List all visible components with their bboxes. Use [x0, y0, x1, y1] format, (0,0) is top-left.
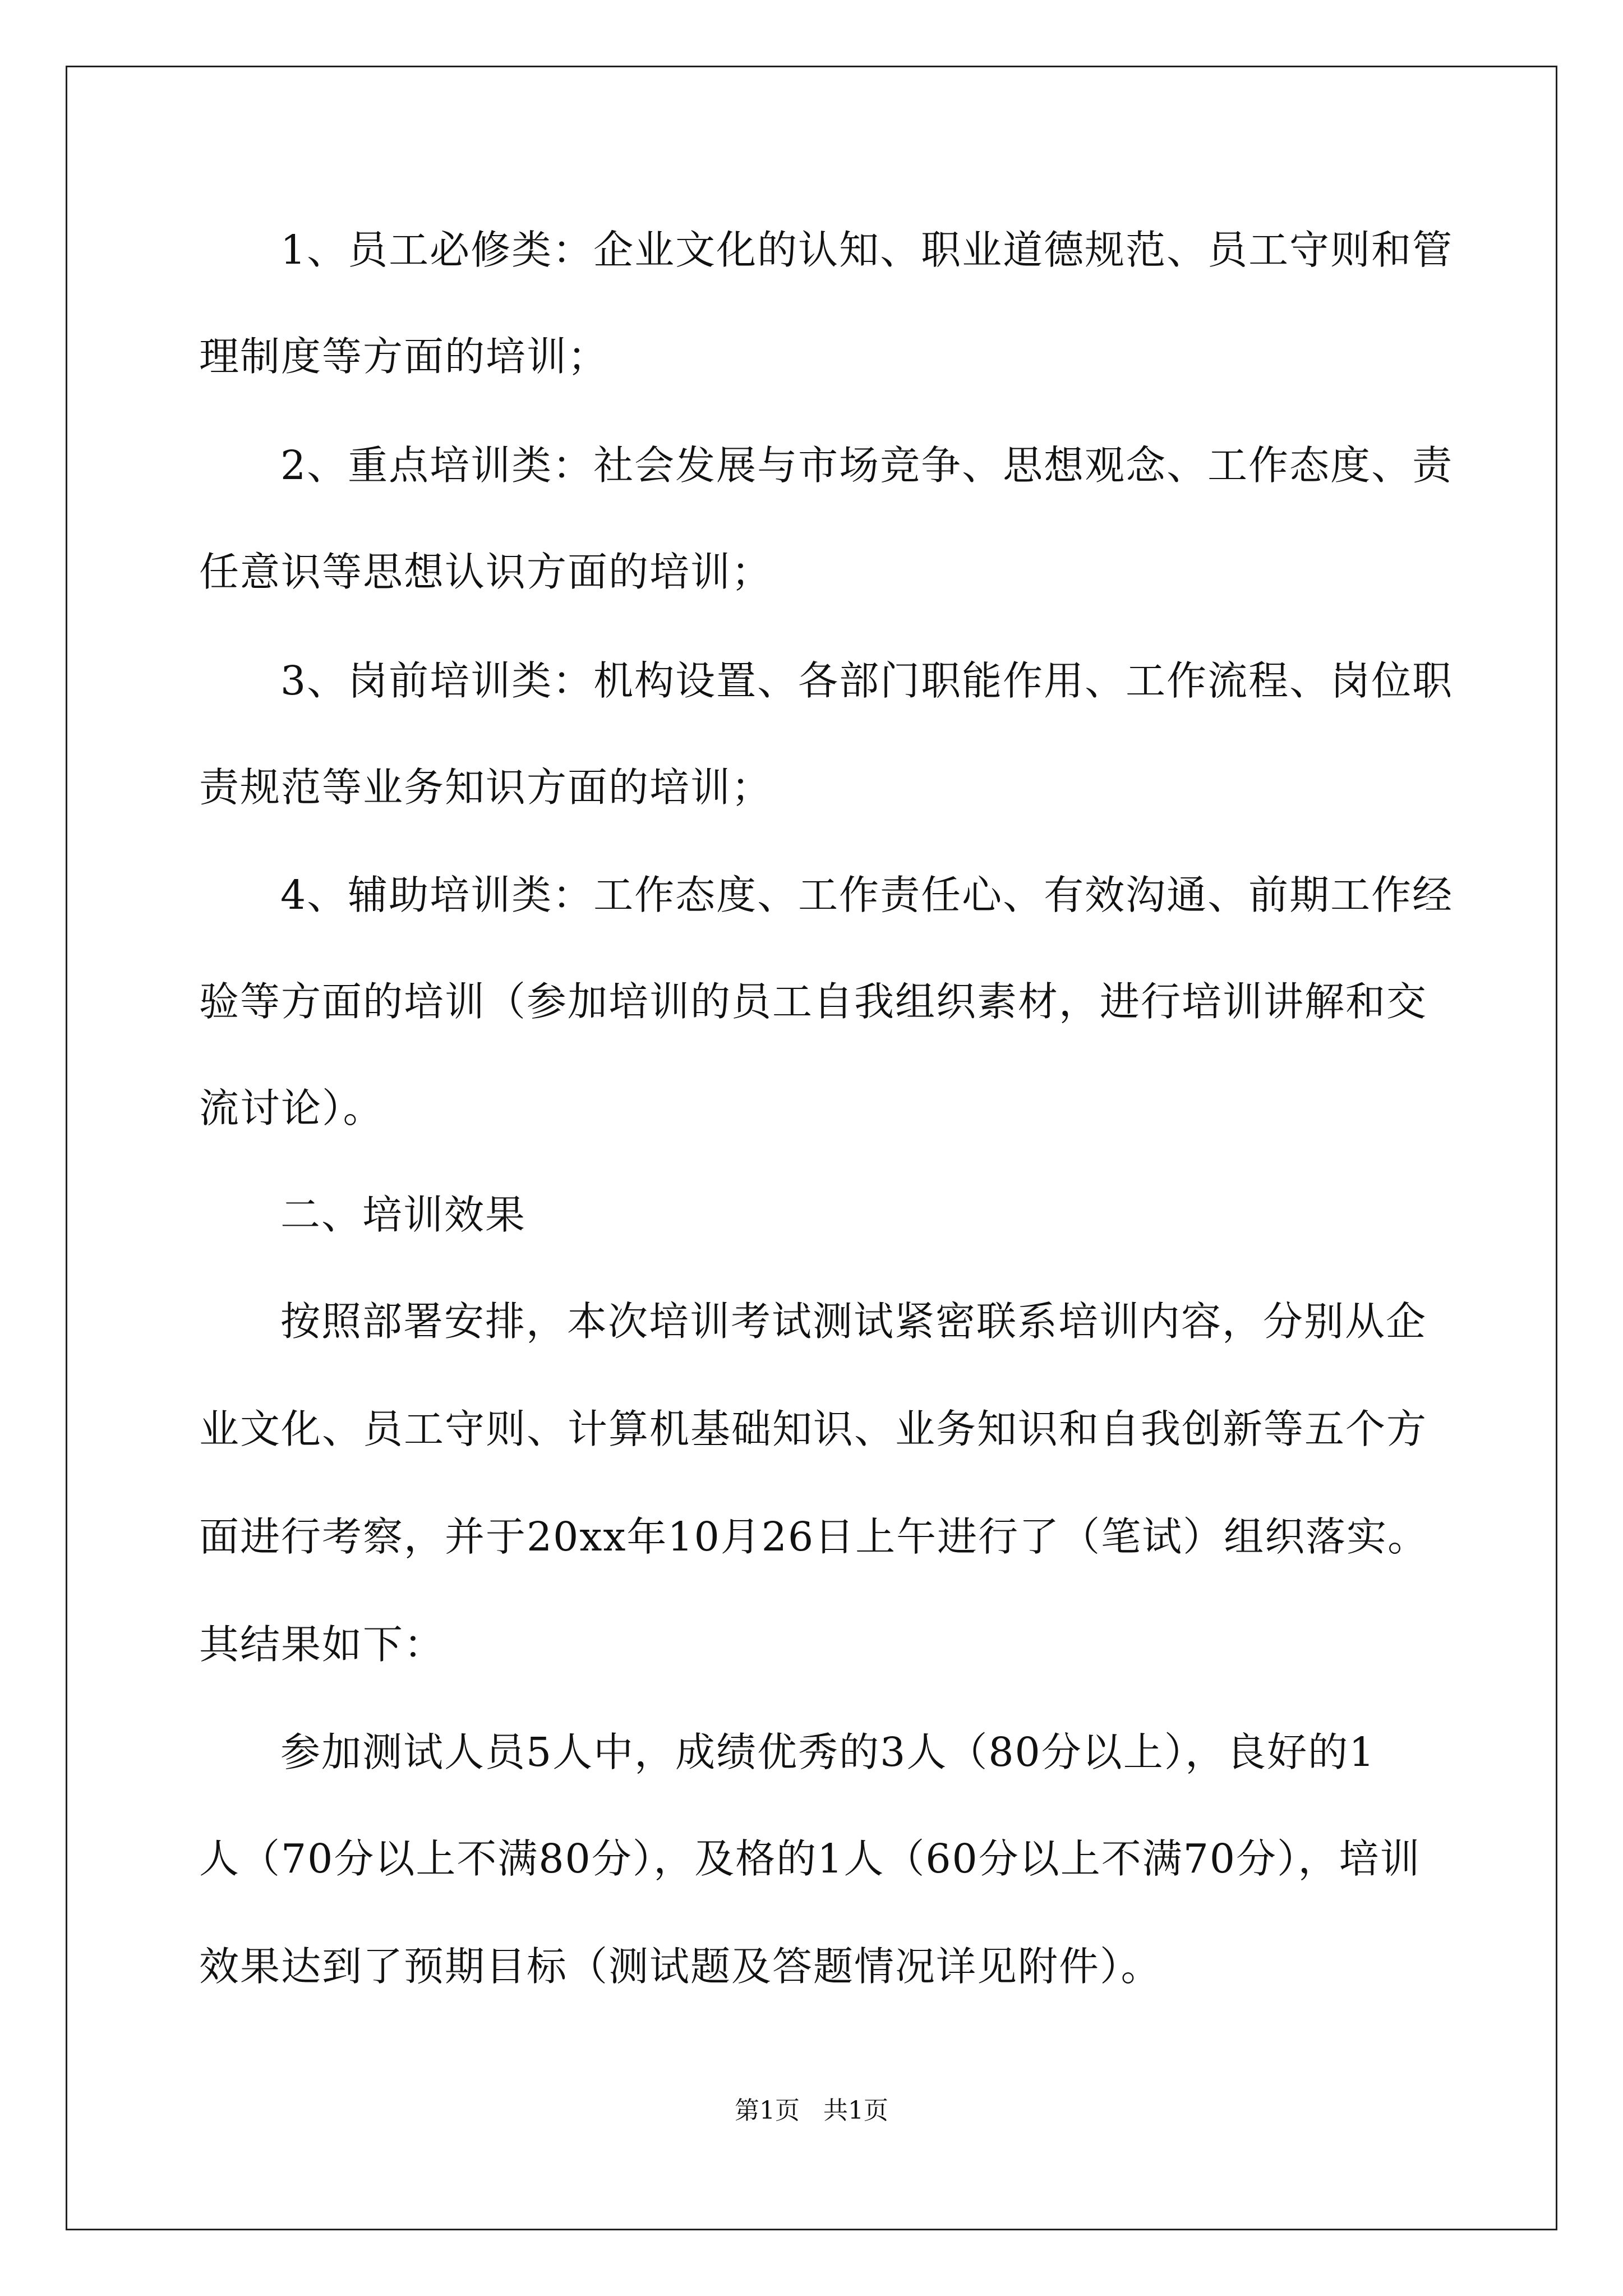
section-heading: 二、培训效果 — [280, 1191, 527, 1238]
paragraph-1-line-2: 理制度等方面的培训； — [199, 333, 609, 380]
paragraph-4-line-3: 流讨论）。 — [199, 1085, 384, 1131]
paragraph-5-line-3: 面进行考察，并于20xx年10月26日上午进行了（笔试）组织落实。 — [199, 1513, 1429, 1560]
paragraph-6-line-1: 参加测试人员5人中，成绩优秀的3人（80分以上），良好的1 — [280, 1729, 1376, 1775]
paragraph-3-line-2: 责规范等业务知识方面的培训； — [199, 764, 773, 811]
paragraph-1-line-1: 1、员工必修类：企业文化的认知、职业道德规范、员工守则和管 — [280, 227, 1454, 273]
paragraph-6-line-3: 效果达到了预期目标（测试题及答题情况详见附件）。 — [199, 1943, 1162, 1990]
paragraph-2-line-1: 2、重点培训类：社会发展与市场竞争、思想观念、工作态度、责 — [280, 442, 1454, 489]
paragraph-4-line-1: 4、辅助培训类：工作态度、工作责任心、有效沟通、前期工作经 — [280, 872, 1454, 918]
paragraph-6-line-2: 人（70分以上不满80分），及格的1人（60分以上不满70分），培训 — [199, 1835, 1421, 1882]
page-footer: 第1页 共1页 — [735, 2096, 888, 2125]
paragraph-5-line-1: 按照部署安排，本次培训考试测试紧密联系培训内容，分别从企 — [280, 1298, 1427, 1345]
paragraph-2-line-2: 任意识等思想认识方面的培训； — [199, 549, 773, 595]
paragraph-4-line-2: 验等方面的培训（参加培训的员工自我组织素材，进行培训讲解和交 — [199, 978, 1428, 1025]
paragraph-3-line-1: 3、岗前培训类：机构设置、各部门职能作用、工作流程、岗位职 — [280, 657, 1454, 704]
paragraph-5-line-2: 业文化、员工守则、计算机基础知识、业务知识和自我创新等五个方 — [199, 1406, 1428, 1452]
paragraph-5-line-4: 其结果如下： — [199, 1621, 445, 1668]
page-border — [66, 66, 1557, 2230]
